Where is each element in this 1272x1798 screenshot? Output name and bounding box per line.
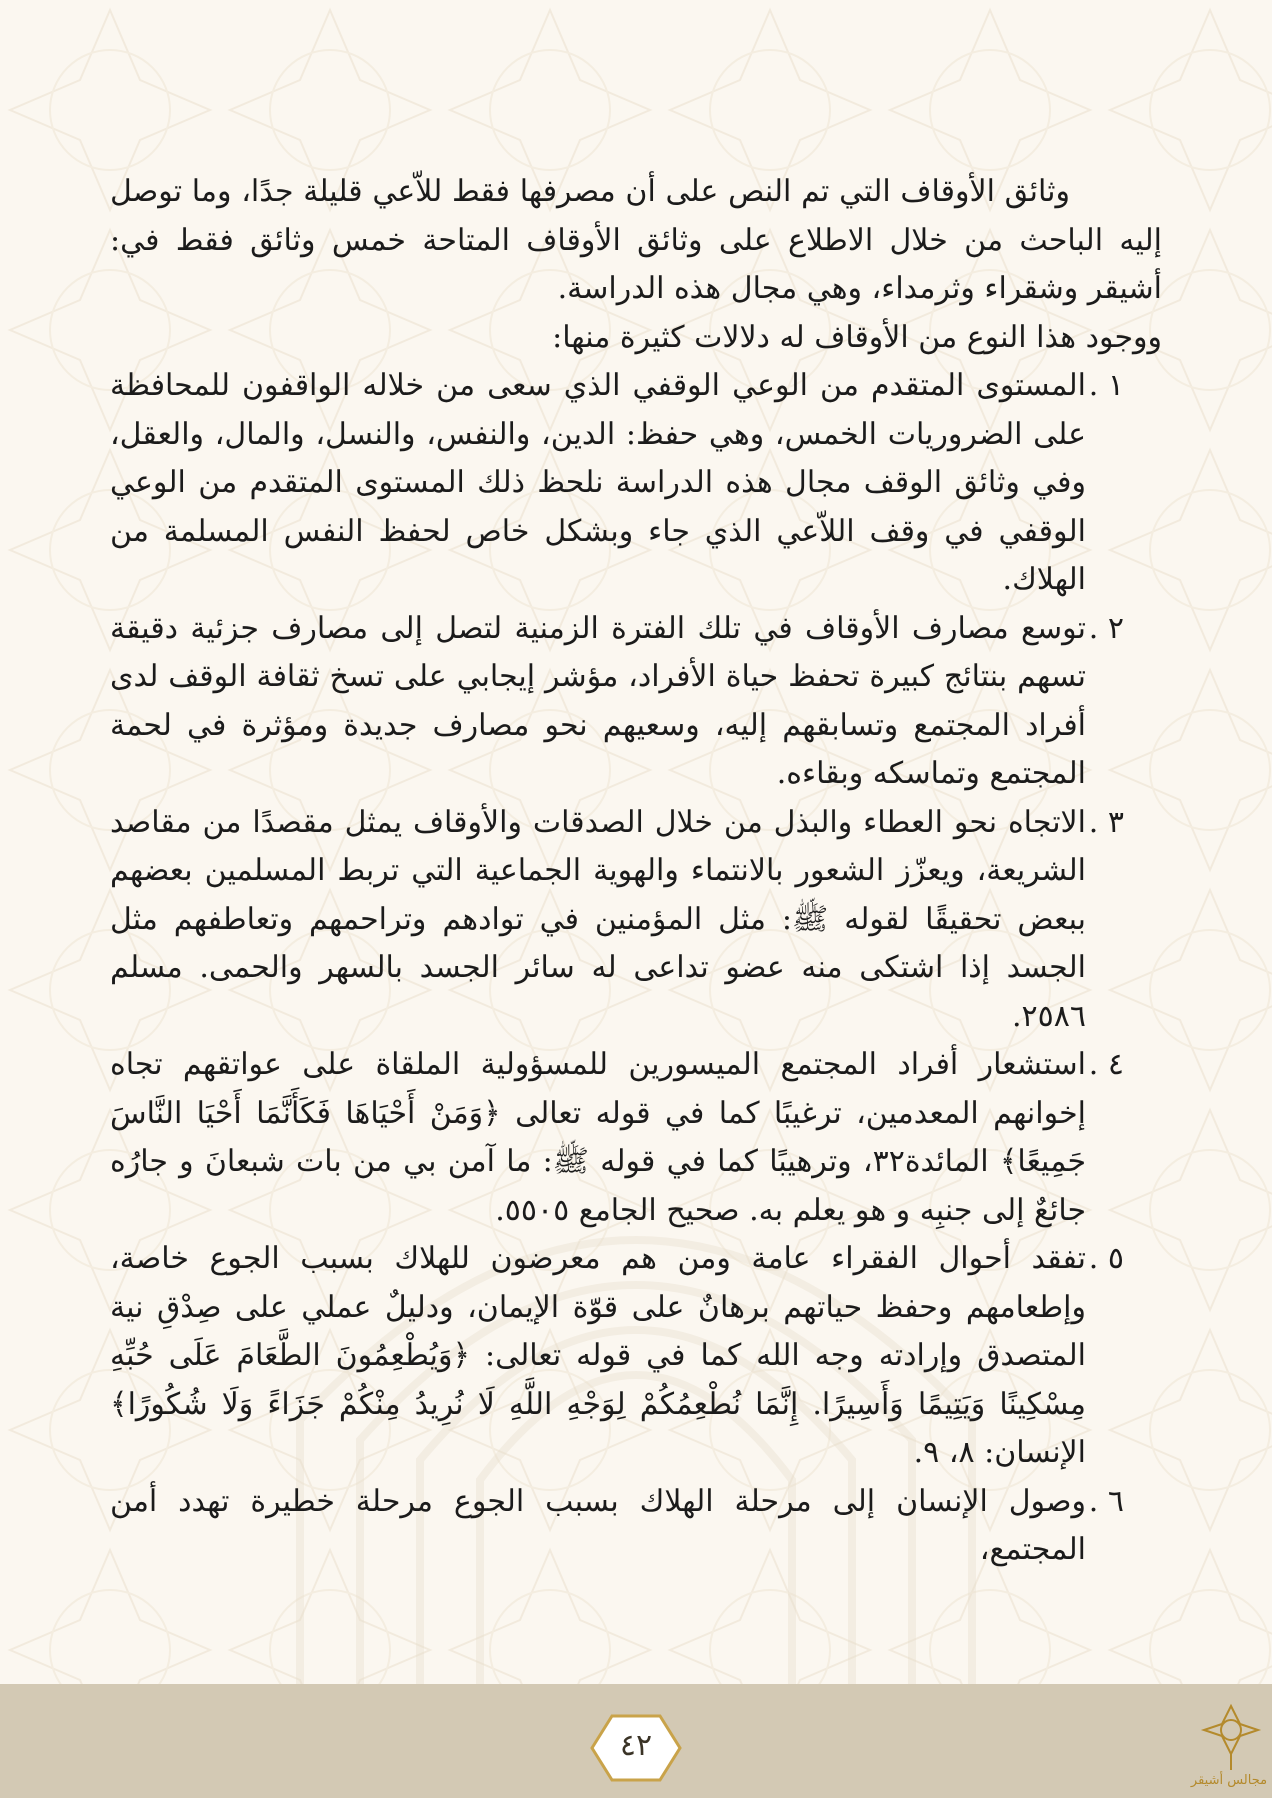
list-item-number: ٥ . [1088,1241,1124,1276]
logo-text: مجالس أشيقر [1190,1773,1268,1788]
list-item [110,362,1162,605]
list-item-text: المستوى المتقدم من الوعي الوقفي الذي سعى من خلاله الواقفون للمحافظة على الضروريات الخمس، وهي حفظ: الدين، والنفس، والنسل، والمال، والعقل، وفي وثائق الوقف مجال هذه الدراسة نلحظ ذلك المستوى المتقدم من الوعي الوقفي في وقف اللاّعي الذي جاء وبشكل خاص لحفظ النفس المسلمة من الهلاك. [110,368,1086,597]
list-item-text: تفقد أحوال الفقراء عامة ومن هم معرضون للهلاك بسبب الجوع خاصة، وإطعامهم وحفظ حياتهم برهانٌ على قوّة الإيمان، ودليلٌ عملي على صِدْقِ نية المتصدق وإرادته وجه الله كما في قوله تعالى: ﴿وَيُطْعِمُونَ الطَّعَامَ عَلَى حُبِّهِ مِسْكِينًا وَيَتِيمًا وَأَسِيرًا. إِنَّمَا نُطْعِمُكُمْ لِوَجْهِ اللَّهِ لَا نُرِيدُ مِنْكُمْ جَزَاءً وَلَا شُكُورًا﴾ الإنسان: ٨، ٩. [110,1241,1086,1470]
list-item-text: وصول الإنسان إلى مرحلة الهلاك بسبب الجوع مرحلة خطيرة تهدد أمن المجتمع، [110,1483,1086,1567]
list-item [110,1235,1162,1478]
page-number: ٤٢ [619,1728,653,1763]
list-item-text: استشعار أفراد المجتمع الميسورين للمسؤولية الملقاة على عواتقهم تجاه إخوانهم المعدمين، ترغيبًا كما في قوله تعالى ﴿وَمَنْ أَحْيَاهَا فَكَأَنَّمَا أَحْيَا النَّاسَ جَمِيعًا﴾ المائدة٣٢، وترهيبًا كما في قوله ﷺ: ما آمن بي من بات شبعانَ و جارُه جائعٌ إلى جنبِه و هو يعلم به. صحيح الجامع ٥٥٠٥. [110,1047,1086,1228]
list-item [110,799,1162,1042]
list-item [110,1478,1162,1575]
list-item [110,1041,1162,1235]
list-item-text: الاتجاه نحو العطاء والبذل من خلال الصدقات والأوقاف يمثل مقصدًا من مقاصد الشريعة، ويعزّز الشعور بالانتماء والهوية الجماعية التي تربط المسلمين بعضهم ببعض تحقيقًا لقوله ﷺ: مثل المؤمنين في توادهم وتراحمهم وتعاطفهم مثل الجسد إذا اشتكى منه عضو تداعى له سائر الجسد بالسهر والحمى. مسلم ٢٥٨٦. [110,804,1086,1034]
document-body [110,168,1162,1608]
list-item-number: ٦ . [1088,1483,1124,1519]
list-item-text: توسع مصارف الأوقاف في تلك الفترة الزمنية لتصل إلى مصارف جزئية دقيقة تسهم بنتائج كبيرة تحفظ حياة الأفراد، مؤشر إيجابي على تسخ ثقافة الوقف لدى أفراد المجتمع وتسابقهم إليه، وسعيهم نحو مصارف جديدة ومؤثرة في لحمة المجتمع وتماسكه وبقاءه. [110,610,1086,791]
list-item [110,605,1162,799]
intro-paragraph: وثائق الأوقاف التي تم النص على أن مصرفها فقط للاّعي قليلة جدًا، وما توصل إليه الباحث من خلال الاطلاع على وثائق الأوقاف المتاحة خمس وثائق فقط في: أشيقر وشقراء وثرمداء، وهي مجال هذه الدراسة. [110,174,1162,306]
list-item-number: ٣ . [1088,804,1124,840]
lead-paragraph: ووجود هذا النوع من الأوقاف له دلالات كثيرة منها: [552,319,1162,355]
list-item-number: ١ . [1088,368,1124,403]
list-item-number: ٢ . [1088,610,1124,646]
list-item-number: ٤ . [1088,1047,1124,1082]
numbered-list [110,362,1162,1575]
